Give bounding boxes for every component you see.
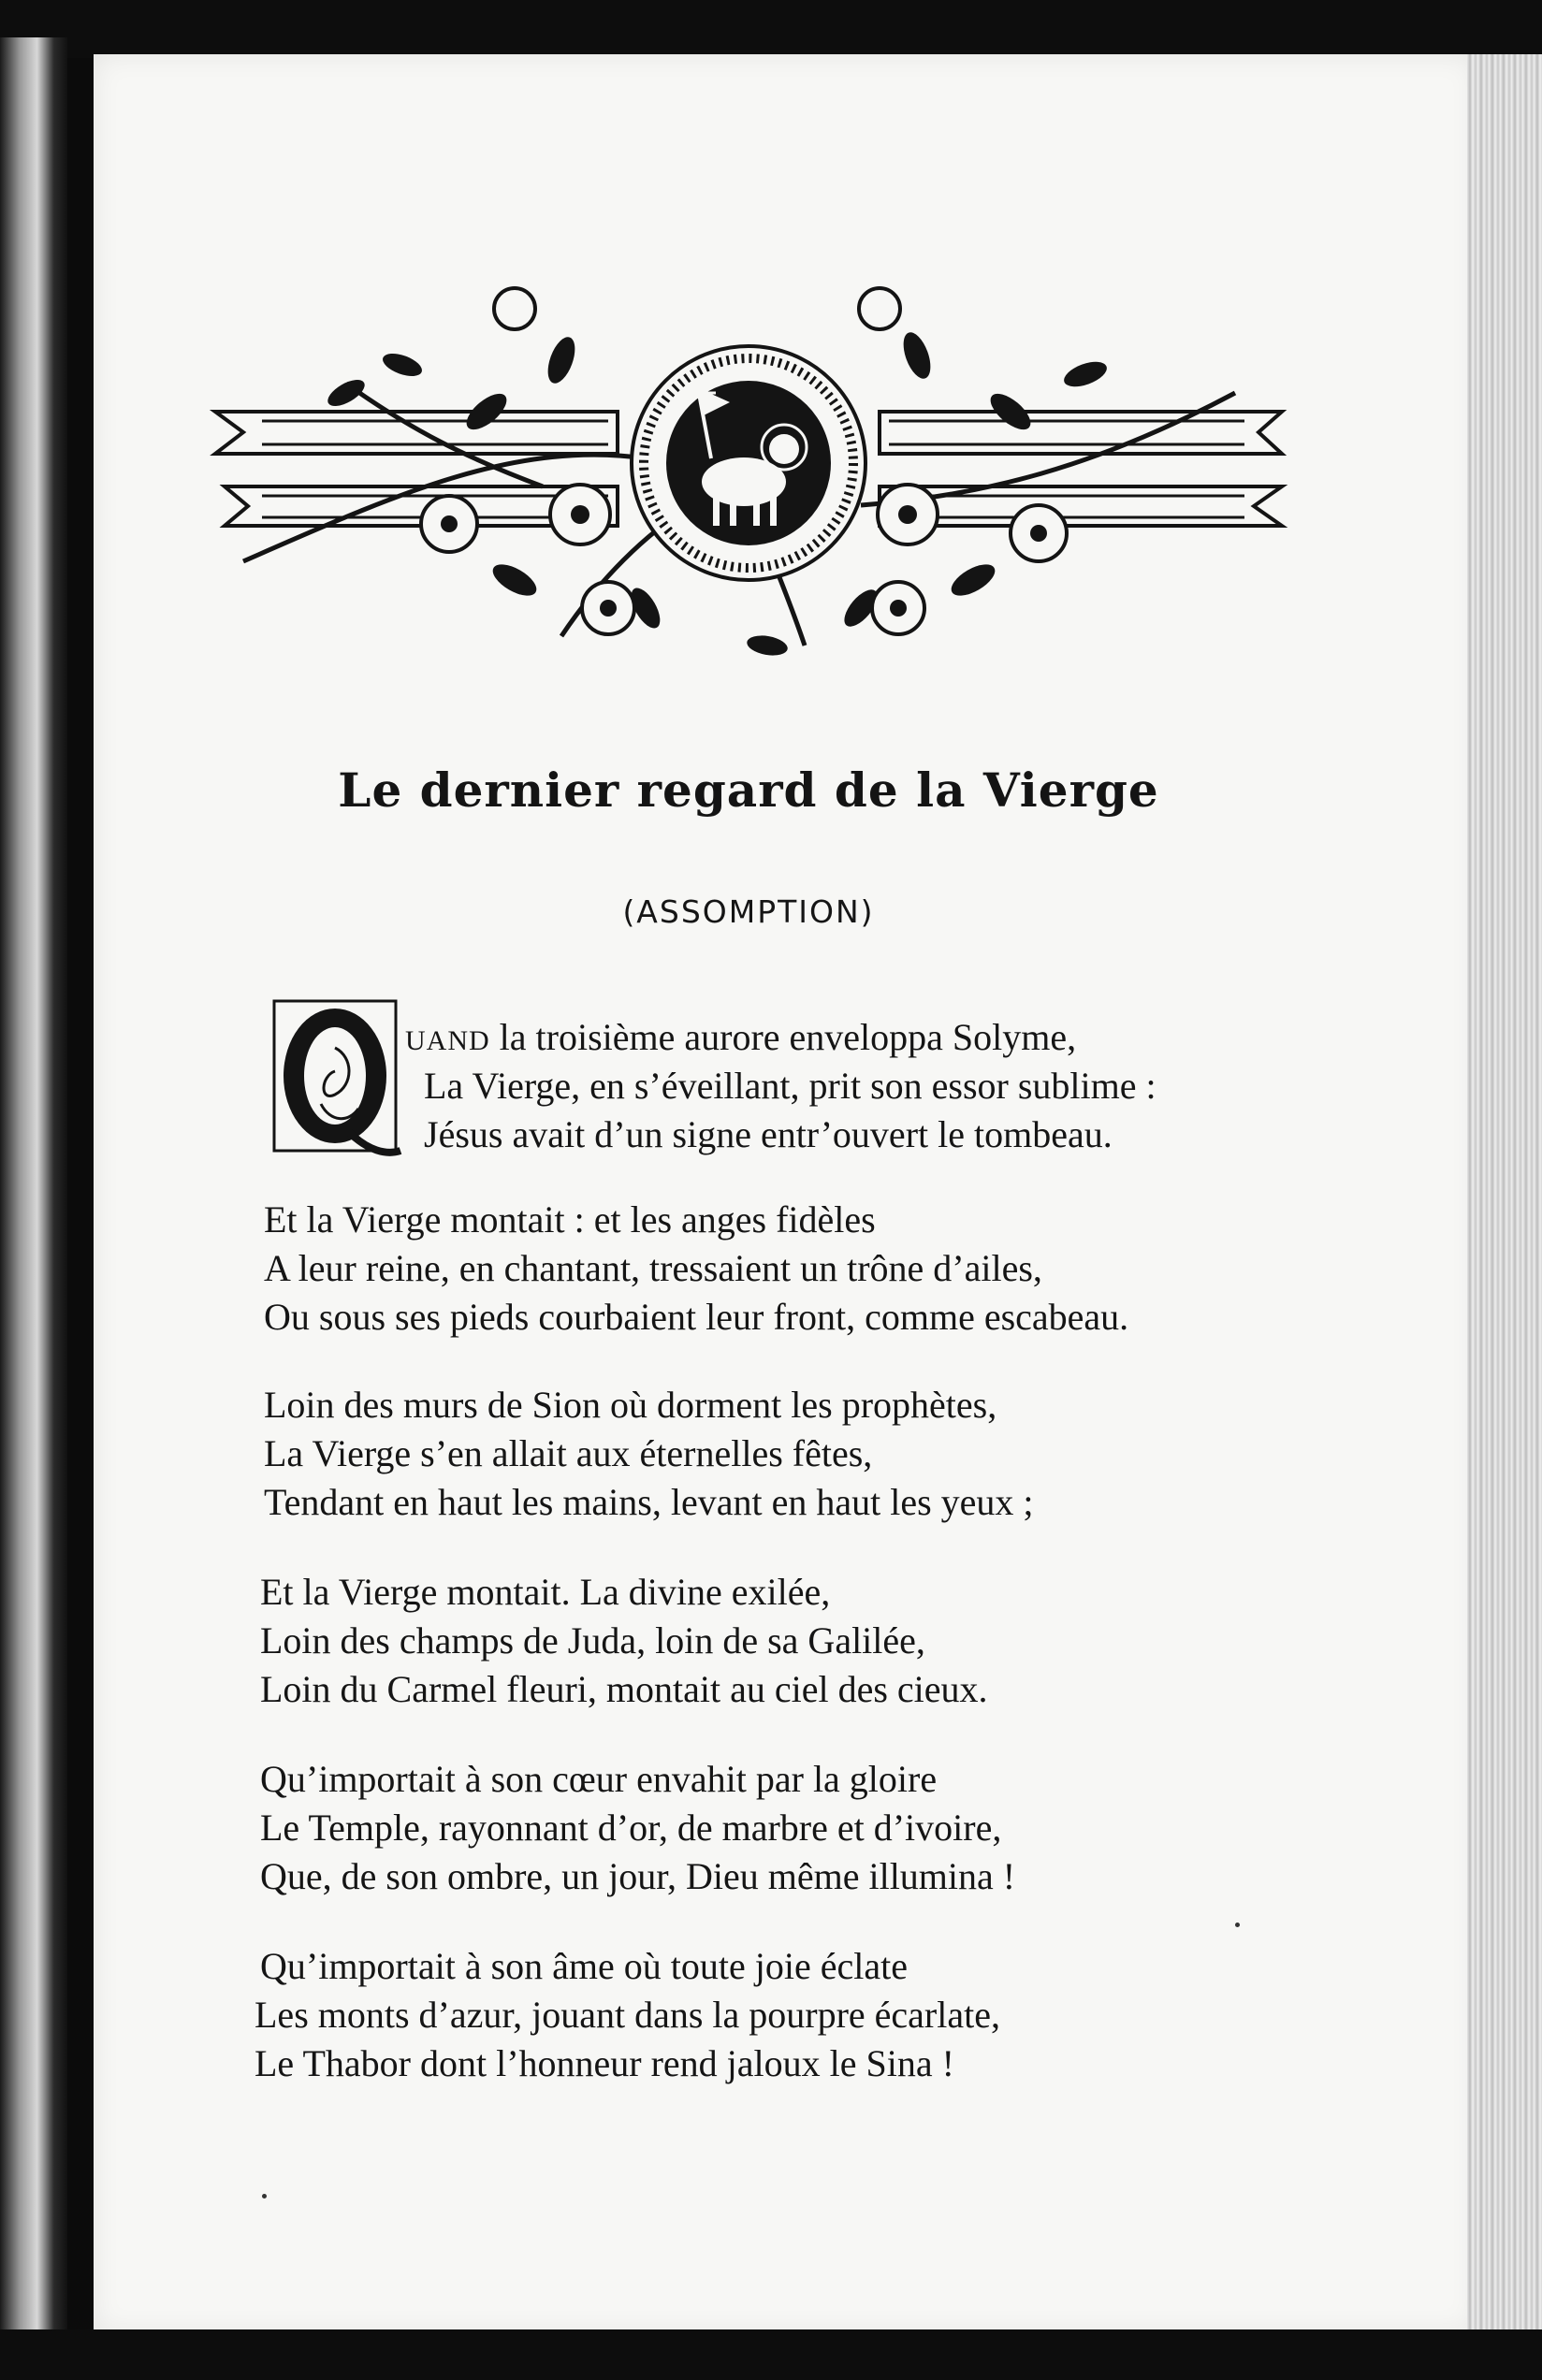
verse-line: Qu’importait à son âme où toute joie éclate xyxy=(260,1945,908,1987)
scanner-frame-bottom xyxy=(0,2329,1542,2380)
verse-line: Loin des champs de Juda, loin de sa Galilée, xyxy=(260,1619,925,1662)
verse-line: A leur reine, en chantant, tressaient un trône d’ailes, xyxy=(264,1247,1042,1289)
verse-line: Jésus avait d’un signe entr’ouvert le tombeau. xyxy=(424,1113,1113,1155)
verse-line: Loin des murs de Sion où dorment les prophètes, xyxy=(264,1384,997,1426)
verse-text: la troisième aurore enveloppa Solyme, xyxy=(489,1016,1077,1058)
verse-line: Tendant en haut les mains, levant en haut les yeux ; xyxy=(264,1481,1034,1523)
verse-line: Que, de son ombre, un jour, Dieu même illumina ! xyxy=(260,1855,1016,1897)
verse-line: La Vierge, en s’éveillant, prit son essor sublime : xyxy=(424,1065,1156,1107)
verse-line: Ou sous ses pieds courbaient leur front, comme escabeau. xyxy=(264,1296,1129,1338)
verse-line: Le Thabor dont l’honneur rend jaloux le Sina ! xyxy=(255,2042,954,2084)
verse-line xyxy=(405,1015,1076,1059)
paper-speck xyxy=(1235,1923,1240,1927)
drop-cap-q xyxy=(265,992,405,1169)
facing-page-edge xyxy=(0,37,67,2339)
verse-line: Et la Vierge montait : et les anges fidèles xyxy=(264,1198,876,1241)
poem-subtitle: (ASSOMPTION) xyxy=(622,893,875,930)
lamb-of-god-ornament-icon xyxy=(206,271,1291,683)
verse-line: Qu’importait à son cœur envahit par la gloire xyxy=(260,1758,938,1800)
paper-speck xyxy=(262,2194,267,2199)
scanner-frame-top xyxy=(0,0,1542,58)
small-caps-opening: UAND xyxy=(405,1025,490,1056)
page-stack-edge xyxy=(1467,54,1542,2333)
verse-line: Le Temple, rayonnant d’or, de marbre et d’ivoire, xyxy=(260,1807,1002,1849)
verse-line: Et la Vierge montait. La divine exilée, xyxy=(260,1571,831,1613)
verse-line: La Vierge s’en allait aux éternelles fêtes, xyxy=(264,1432,873,1474)
verse-line: Loin du Carmel fleuri, montait au ciel des cieux. xyxy=(260,1668,988,1710)
verse-line: Les monts d’azur, jouant dans la pourpre écarlate, xyxy=(255,1994,1000,2036)
poem-title: Le dernier regard de la Vierge xyxy=(338,762,1159,818)
